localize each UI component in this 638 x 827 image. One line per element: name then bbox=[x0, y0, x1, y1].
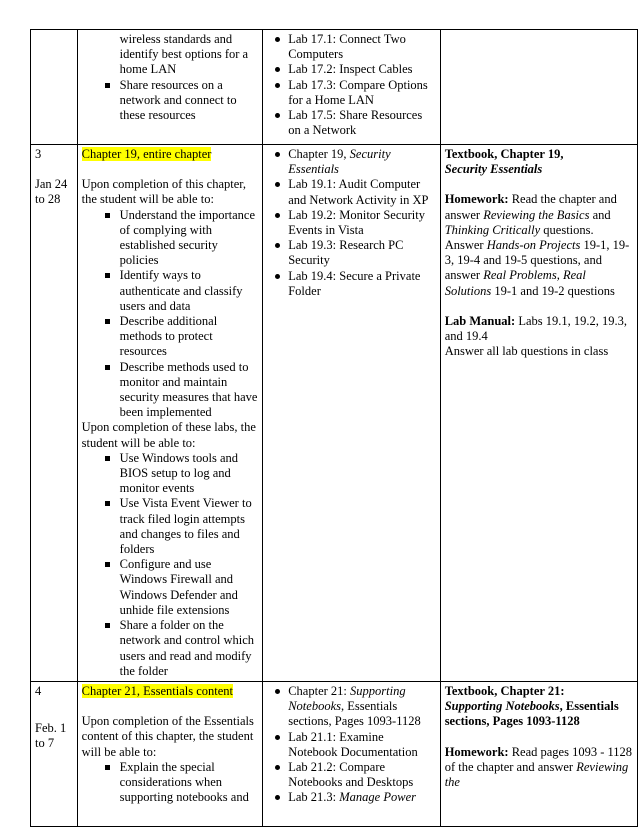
table-row bbox=[31, 681, 638, 826]
week-number: 4 bbox=[35, 683, 42, 698]
list-item: Configure and use Windows Firewall and Windows Defender and unhide file extensions bbox=[82, 557, 259, 618]
assignments-cell bbox=[440, 145, 637, 682]
list-item: Understand the importance of complying with established security policies bbox=[82, 208, 259, 269]
textbook-title: Security Essentials bbox=[444, 162, 543, 177]
list-item: Use Windows tools and BIOS setup to log and monitor events bbox=[82, 451, 259, 497]
objectives-list bbox=[82, 32, 259, 123]
objectives-intro: Upon completion of this chapter, the student will be able to: bbox=[81, 177, 247, 207]
week-cell bbox=[31, 145, 78, 682]
week-number: 3 bbox=[35, 147, 42, 161]
list-item: Lab 17.1: Connect Two Computers bbox=[267, 32, 435, 62]
list-item: Chapter 19, Security Essentials bbox=[267, 147, 435, 177]
labs-cell bbox=[263, 30, 440, 145]
list-item: Describe additional methods to protect resources bbox=[82, 314, 259, 360]
list-item: Lab 21.3: Manage Power bbox=[267, 790, 435, 805]
course-schedule-table bbox=[30, 29, 638, 827]
objectives-cell bbox=[77, 30, 263, 145]
objectives-cell bbox=[77, 145, 263, 682]
objectives-cell bbox=[77, 681, 263, 826]
week-cell bbox=[31, 30, 78, 145]
homework-text: Homework: Read pages 1093 - 1128 of the chapter and answer Reviewing the bbox=[444, 744, 633, 789]
list-item: Chapter 21: Supporting Notebooks, Essentials sections, Pages 1093-1128 bbox=[267, 684, 435, 730]
assignments-cell bbox=[440, 30, 637, 145]
objectives-intro: Upon completion of the Essentials content of this chapter, the student will be able to: bbox=[81, 714, 254, 759]
week-dates: Jan 24 to 28 bbox=[35, 177, 68, 207]
week-cell bbox=[31, 681, 78, 826]
list-item: Describe methods used to monitor and maintain security measures that have been implemented bbox=[82, 360, 259, 421]
homework-text: Homework: Read the chapter and answer Reviewing the Basics and Thinking Critically questions. Answer Hands-on Projects 19-1, 19-3, 19-4 and 19-5 questions, and answer Real Problems, Real Solutions 19-1 and 19-2 questions bbox=[444, 192, 630, 298]
list-item: wireless standards and identify best options for a home LAN bbox=[119, 32, 249, 77]
objectives-list bbox=[82, 760, 259, 806]
labs-intro: Upon completion of these labs, the student will be able to: bbox=[81, 420, 256, 450]
chapter-heading: Chapter 19, entire chapter bbox=[81, 147, 212, 161]
labs-cell bbox=[263, 145, 440, 682]
list-item: Identify ways to authenticate and classify users and data bbox=[82, 268, 259, 314]
list-item: Explain the special considerations when supporting notebooks and bbox=[82, 760, 259, 806]
objectives-list bbox=[82, 208, 259, 421]
list-item: Share resources on a network and connect to these resources bbox=[82, 78, 259, 124]
lab-manual-text: Lab Manual: Labs 19.1, 19.2, 19.3, and 19.4 bbox=[444, 313, 628, 344]
list-item: Lab 17.3: Compare Options for a Home LAN bbox=[267, 78, 435, 108]
labs-list bbox=[267, 684, 435, 806]
list-item: Lab 17.2: Inspect Cables bbox=[267, 62, 435, 77]
chapter-heading: Chapter 21, Essentials content bbox=[81, 683, 234, 698]
lab-manual-note: Answer all lab questions in class bbox=[444, 344, 609, 359]
table-row bbox=[31, 30, 638, 145]
table-row bbox=[31, 145, 638, 682]
textbook-label: Textbook, Chapter 21: bbox=[444, 683, 565, 698]
lab-objectives-list bbox=[82, 451, 259, 679]
list-item: Lab 19.4: Secure a Private Folder bbox=[267, 269, 435, 299]
list-item: Lab 17.5: Share Resources on a Network bbox=[267, 108, 435, 138]
textbook-title: Supporting Notebooks, Essentials sections, Pages 1093-1128 bbox=[444, 699, 619, 729]
list-item: Lab 19.1: Audit Computer and Network Activity in XP bbox=[267, 177, 435, 207]
labs-list bbox=[267, 32, 435, 138]
labs-cell bbox=[263, 681, 440, 826]
list-item: Lab 19.2: Monitor Security Events in Vista bbox=[267, 208, 435, 238]
assignments-cell bbox=[440, 681, 637, 826]
labs-list bbox=[267, 147, 435, 299]
list-item: Share a folder on the network and control which users and read and modify the folder bbox=[82, 618, 259, 679]
list-item: Use Vista Event Viewer to track filed login attempts and changes to files and folders bbox=[82, 496, 259, 557]
list-item: Lab 21.1: Examine Notebook Documentation bbox=[267, 730, 435, 760]
textbook-label: Textbook, Chapter 19, bbox=[444, 147, 564, 161]
list-item: Lab 21.2: Compare Notebooks and Desktops bbox=[267, 760, 435, 790]
list-item: Lab 19.3: Research PC Security bbox=[267, 238, 435, 268]
week-dates: Feb. 1 to 7 bbox=[35, 721, 67, 751]
